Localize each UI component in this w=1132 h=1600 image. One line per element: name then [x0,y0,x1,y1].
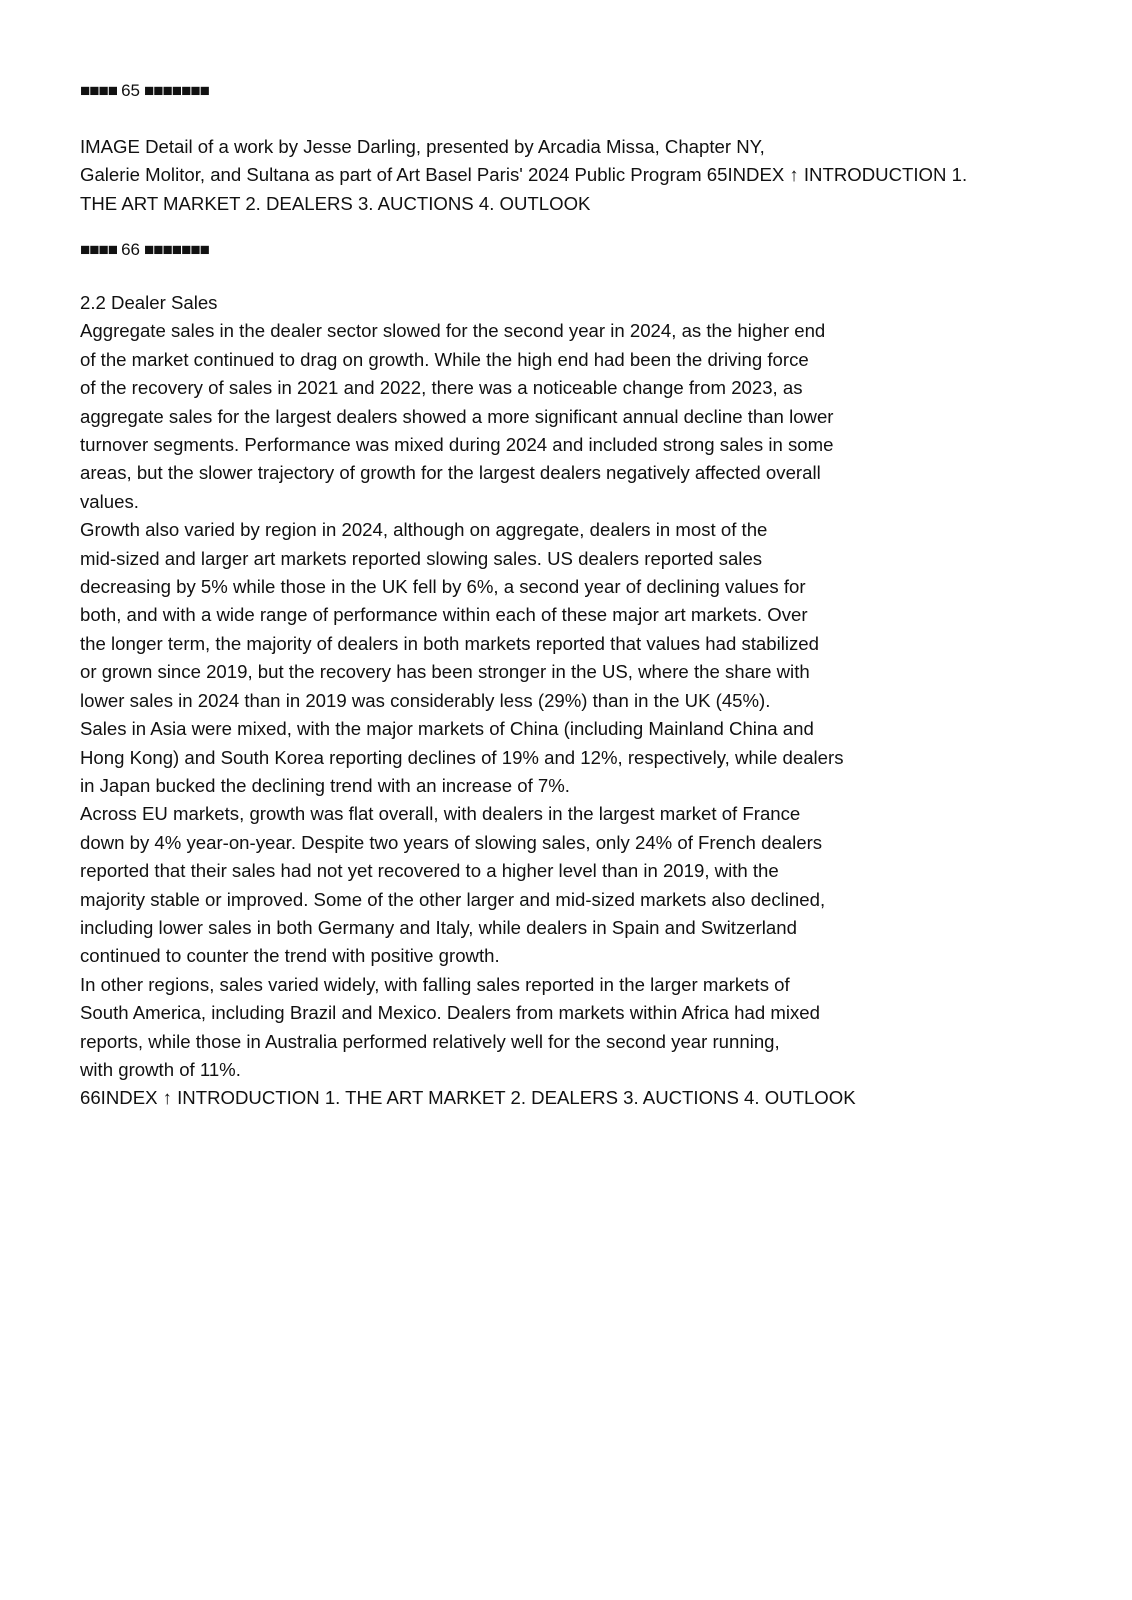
body-line: Growth also varied by region in 2024, although on aggregate, dealers in most of the [80,519,768,541]
dealer-sales-section [80,289,856,1113]
body-line: turnover segments. Performance was mixed during 2024 and included strong sales in some [80,434,834,456]
section-heading: 2.2 Dealer Sales [80,292,218,313]
body-line: continued to counter the trend with positive growth. [80,945,500,967]
body-line: Hong Kong) and South Korea reporting declines of 19% and 12%, respectively, while dealers [80,746,844,768]
body-line: Across EU markets, growth was flat overall, with dealers in the largest market of France [80,803,801,825]
body-line: both, and with a wide range of performance within each of these major art markets. Over [80,604,808,626]
body-line: South America, including Brazil and Mexico. Dealers from markets within Africa had mixed [80,1002,820,1024]
body-line: reported that their sales had not yet recovered to a higher level than in 2019, with the [80,860,779,882]
body-line: majority stable or improved. Some of the other larger and mid-sized markets also declined, [80,888,826,910]
body-line: lower sales in 2024 than in 2019 was considerably less (29%) than in the UK (45%). [80,689,771,711]
footer-index-line: 66INDEX ↑ INTRODUCTION 1. THE ART MARKET 2. DEALERS 3. AUCTIONS 4. OUTLOOK [80,1087,856,1109]
body-line: or grown since 2019, but the recovery has been stronger in the US, where the share with [80,661,810,683]
page-marker-66 [80,240,209,260]
body-line: the longer term, the majority of dealers in both markets reported that values had stabilized [80,632,819,654]
marker-suffix: ■■■■■■■ [144,81,209,100]
page-marker-65 [80,81,209,101]
caption-line: Galerie Molitor, and Sultana as part of Art Basel Paris' 2024 Public Program 65INDEX ↑ INTRODUCTION 1. [80,164,968,186]
body-line: of the market continued to drag on growth. While the high end had been the driving force [80,348,809,370]
body-line: aggregate sales for the largest dealers showed a more significant annual decline than lower [80,405,834,427]
body-line: mid-sized and larger art markets reported slowing sales. US dealers reported sales [80,547,763,569]
page-number: 65 [121,81,140,100]
body-line: of the recovery of sales in 2021 and 2022, there was a noticeable change from 2023, as [80,377,803,399]
body-line: Sales in Asia were mixed, with the major markets of China (including Mainland China and [80,718,814,740]
marker-prefix: ■■■■ [80,240,118,259]
page-number: 66 [121,240,140,259]
body-line: including lower sales in both Germany and Italy, while dealers in Spain and Switzerland [80,916,797,938]
body-line: in Japan bucked the declining trend with an increase of 7%. [80,774,570,796]
marker-suffix: ■■■■■■■ [144,240,209,259]
caption-line: THE ART MARKET 2. DEALERS 3. AUCTIONS 4. OUTLOOK [80,192,591,214]
body-line: down by 4% year-on-year. Despite two years of slowing sales, only 24% of French dealers [80,831,823,853]
body-line: In other regions, sales varied widely, with falling sales reported in the larger markets of [80,973,790,995]
body-line: Aggregate sales in the dealer sector slowed for the second year in 2024, as the higher end [80,320,826,342]
caption-line: IMAGE Detail of a work by Jesse Darling, presented by Arcadia Missa, Chapter NY, [80,136,765,157]
body-line: with growth of 11%. [80,1058,241,1080]
image-caption [80,133,967,218]
body-line: areas, but the slower trajectory of growth for the largest dealers negatively affected overall [80,462,821,484]
marker-prefix: ■■■■ [80,81,118,100]
body-line: reports, while those in Australia performed relatively well for the second year running, [80,1030,780,1052]
body-line: decreasing by 5% while those in the UK fell by 6%, a second year of declining values for [80,576,806,598]
body-line: values. [80,490,139,512]
